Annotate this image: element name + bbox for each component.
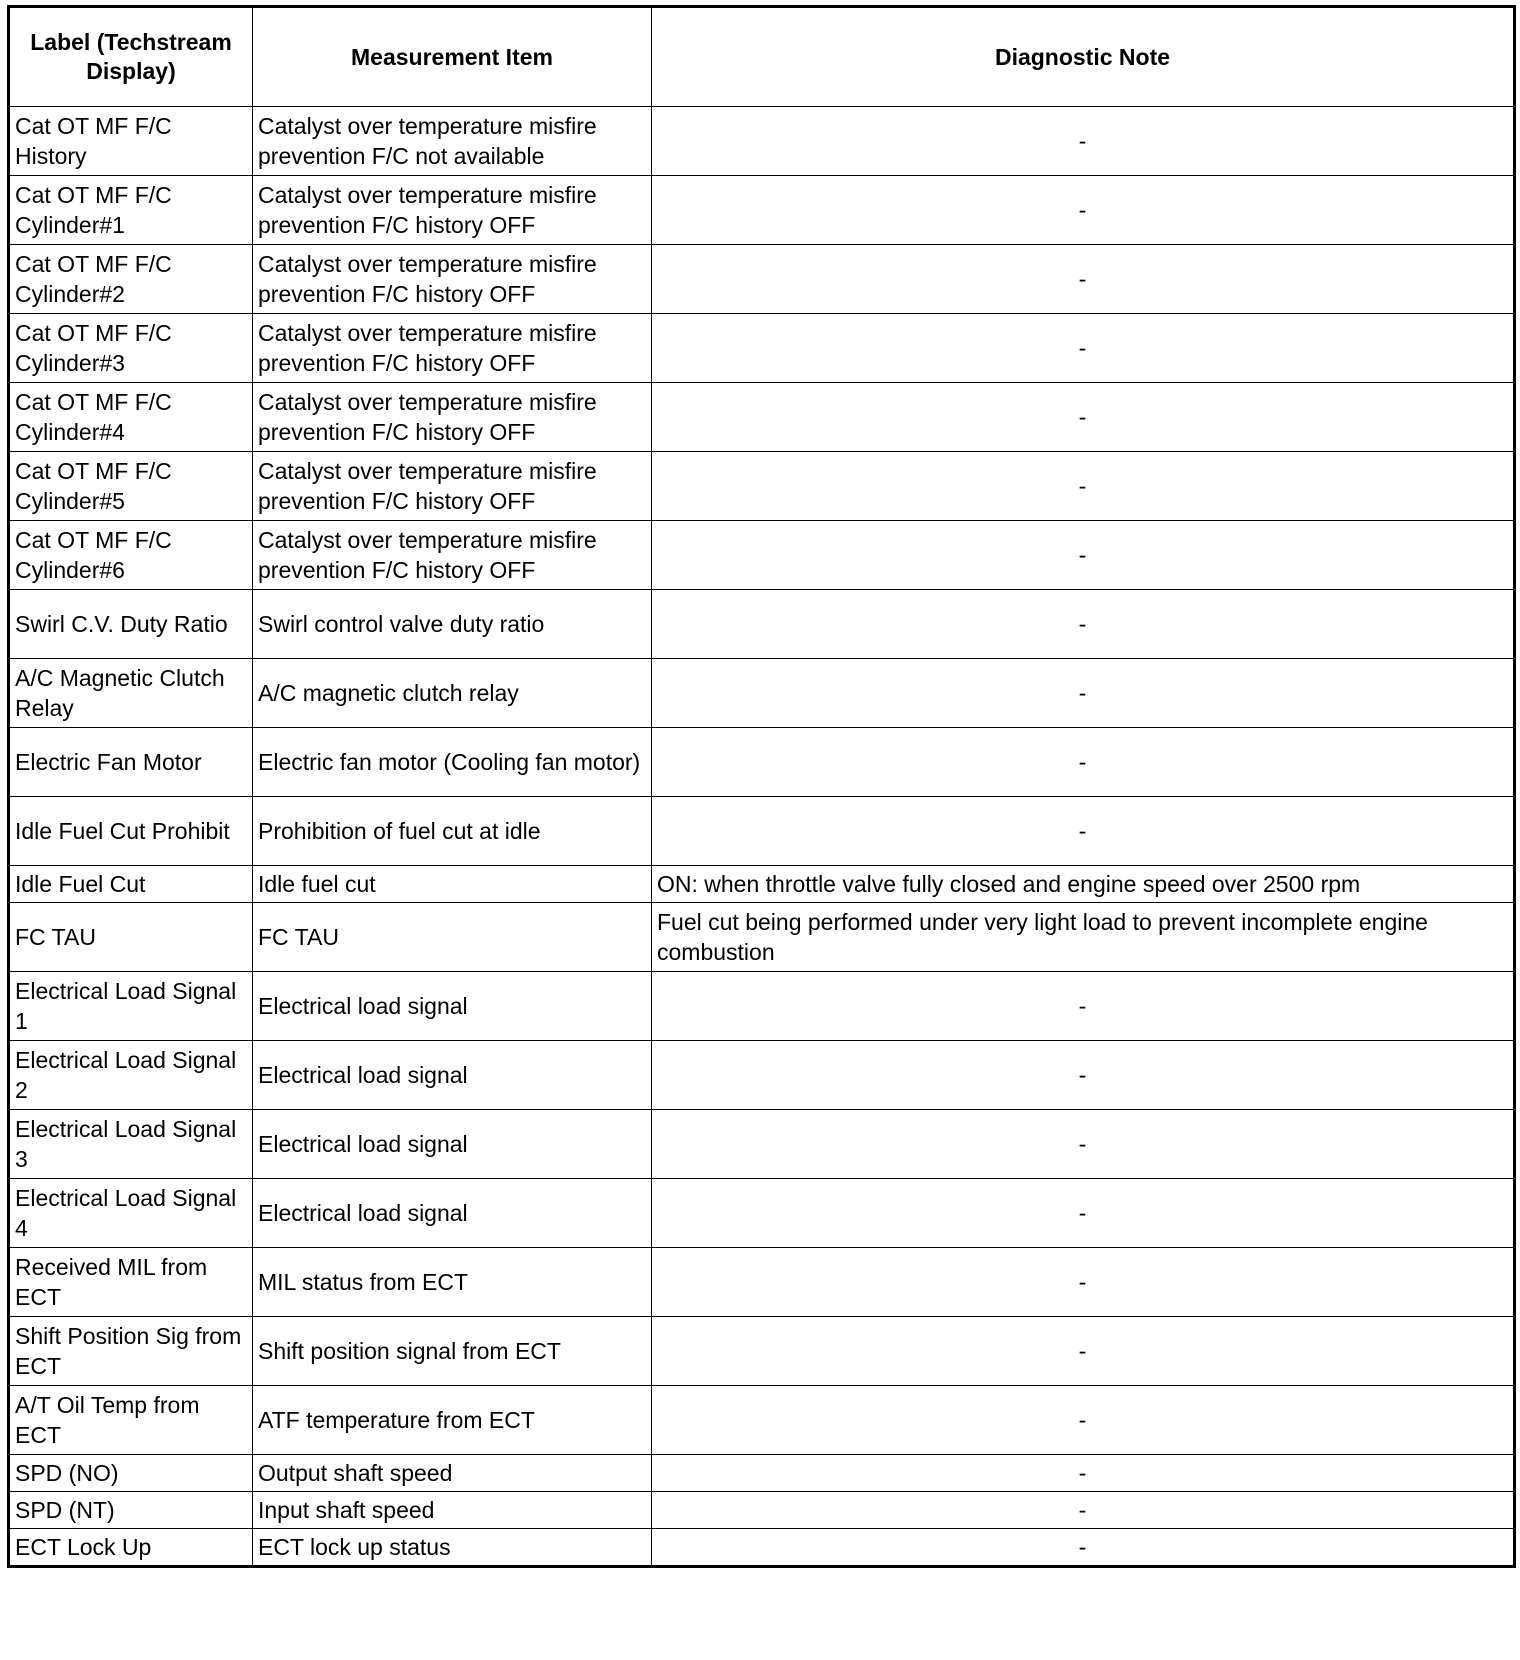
data-list-table-container bbox=[7, 5, 1513, 1568]
table-row bbox=[9, 903, 1515, 972]
table-row bbox=[9, 1492, 1515, 1529]
cell-diagnostic-note: - bbox=[652, 728, 1515, 797]
table-row bbox=[9, 1317, 1515, 1386]
table-row bbox=[9, 797, 1515, 866]
cell-diagnostic-note: - bbox=[652, 314, 1515, 383]
cell-label: Cat OT MF F/C Cylinder#3 bbox=[9, 314, 253, 383]
cell-measurement-item: ECT lock up status bbox=[253, 1529, 652, 1567]
table-row bbox=[9, 383, 1515, 452]
cell-diagnostic-note: - bbox=[652, 972, 1515, 1041]
cell-label: Received MIL from ECT bbox=[9, 1248, 253, 1317]
data-list-table bbox=[7, 5, 1516, 1568]
cell-diagnostic-note: - bbox=[652, 452, 1515, 521]
cell-label: Electric Fan Motor bbox=[9, 728, 253, 797]
header-label: Label (Techstream Display) bbox=[9, 7, 253, 107]
header-measurement-item: Measurement Item bbox=[253, 7, 652, 107]
cell-label: Electrical Load Signal 1 bbox=[9, 972, 253, 1041]
cell-measurement-item: Electrical load signal bbox=[253, 1041, 652, 1110]
cell-measurement-item: Shift position signal from ECT bbox=[253, 1317, 652, 1386]
table-row bbox=[9, 659, 1515, 728]
cell-label: SPD (NT) bbox=[9, 1492, 253, 1529]
cell-measurement-item: Swirl control valve duty ratio bbox=[253, 590, 652, 659]
header-diagnostic-note: Diagnostic Note bbox=[652, 7, 1515, 107]
cell-diagnostic-note: - bbox=[652, 1529, 1515, 1567]
table-row bbox=[9, 1529, 1515, 1567]
cell-label: ECT Lock Up bbox=[9, 1529, 253, 1567]
table-row bbox=[9, 866, 1515, 903]
table-row bbox=[9, 107, 1515, 176]
cell-diagnostic-note: - bbox=[652, 107, 1515, 176]
cell-label: FC TAU bbox=[9, 903, 253, 972]
cell-diagnostic-note: - bbox=[652, 1492, 1515, 1529]
cell-measurement-item: Electrical load signal bbox=[253, 1179, 652, 1248]
cell-measurement-item: Catalyst over temperature misfire prevention F/C history OFF bbox=[253, 314, 652, 383]
cell-measurement-item: Input shaft speed bbox=[253, 1492, 652, 1529]
table-row bbox=[9, 176, 1515, 245]
cell-label: A/C Magnetic Clutch Relay bbox=[9, 659, 253, 728]
table-row bbox=[9, 314, 1515, 383]
cell-label: Cat OT MF F/C Cylinder#4 bbox=[9, 383, 253, 452]
cell-measurement-item: Prohibition of fuel cut at idle bbox=[253, 797, 652, 866]
cell-label: Idle Fuel Cut bbox=[9, 866, 253, 903]
table-row bbox=[9, 1110, 1515, 1179]
table-row bbox=[9, 1386, 1515, 1455]
cell-measurement-item: Electrical load signal bbox=[253, 1110, 652, 1179]
cell-measurement-item: ATF temperature from ECT bbox=[253, 1386, 652, 1455]
table-row bbox=[9, 1179, 1515, 1248]
cell-label: Cat OT MF F/C Cylinder#6 bbox=[9, 521, 253, 590]
cell-measurement-item: MIL status from ECT bbox=[253, 1248, 652, 1317]
cell-measurement-item: Output shaft speed bbox=[253, 1455, 652, 1492]
cell-label: Idle Fuel Cut Prohibit bbox=[9, 797, 253, 866]
cell-measurement-item: FC TAU bbox=[253, 903, 652, 972]
cell-measurement-item: Catalyst over temperature misfire prevention F/C history OFF bbox=[253, 383, 652, 452]
cell-diagnostic-note: - bbox=[652, 659, 1515, 728]
table-row bbox=[9, 972, 1515, 1041]
cell-diagnostic-note: - bbox=[652, 1110, 1515, 1179]
cell-measurement-item: Catalyst over temperature misfire prevention F/C history OFF bbox=[253, 452, 652, 521]
cell-measurement-item: Catalyst over temperature misfire prevention F/C history OFF bbox=[253, 245, 652, 314]
cell-label: Cat OT MF F/C Cylinder#2 bbox=[9, 245, 253, 314]
cell-label: Cat OT MF F/C Cylinder#5 bbox=[9, 452, 253, 521]
cell-diagnostic-note: - bbox=[652, 245, 1515, 314]
cell-diagnostic-note: - bbox=[652, 521, 1515, 590]
cell-diagnostic-note: - bbox=[652, 1179, 1515, 1248]
cell-label: Electrical Load Signal 2 bbox=[9, 1041, 253, 1110]
cell-label: Shift Position Sig from ECT bbox=[9, 1317, 253, 1386]
cell-label: Cat OT MF F/C History bbox=[9, 107, 253, 176]
cell-measurement-item: Electrical load signal bbox=[253, 972, 652, 1041]
table-row bbox=[9, 590, 1515, 659]
cell-diagnostic-note: - bbox=[652, 383, 1515, 452]
cell-label: Electrical Load Signal 4 bbox=[9, 1179, 253, 1248]
cell-diagnostic-note: - bbox=[652, 1317, 1515, 1386]
cell-label: Swirl C.V. Duty Ratio bbox=[9, 590, 253, 659]
table-header-row bbox=[9, 7, 1515, 107]
cell-label: Electrical Load Signal 3 bbox=[9, 1110, 253, 1179]
cell-diagnostic-note: - bbox=[652, 1248, 1515, 1317]
cell-measurement-item: Catalyst over temperature misfire prevention F/C history OFF bbox=[253, 521, 652, 590]
table-row bbox=[9, 1248, 1515, 1317]
cell-measurement-item: A/C magnetic clutch relay bbox=[253, 659, 652, 728]
table-row bbox=[9, 245, 1515, 314]
cell-diagnostic-note: ON: when throttle valve fully closed and engine speed over 2500 rpm bbox=[652, 866, 1515, 903]
cell-diagnostic-note: - bbox=[652, 1455, 1515, 1492]
cell-measurement-item: Catalyst over temperature misfire prevention F/C history OFF bbox=[253, 176, 652, 245]
cell-diagnostic-note: - bbox=[652, 1386, 1515, 1455]
cell-diagnostic-note: - bbox=[652, 1041, 1515, 1110]
cell-diagnostic-note: Fuel cut being performed under very light load to prevent incomplete engine combustion bbox=[652, 903, 1515, 972]
cell-label: Cat OT MF F/C Cylinder#1 bbox=[9, 176, 253, 245]
cell-label: SPD (NO) bbox=[9, 1455, 253, 1492]
cell-diagnostic-note: - bbox=[652, 797, 1515, 866]
table-row bbox=[9, 1041, 1515, 1110]
cell-measurement-item: Idle fuel cut bbox=[253, 866, 652, 903]
cell-label: A/T Oil Temp from ECT bbox=[9, 1386, 253, 1455]
cell-diagnostic-note: - bbox=[652, 590, 1515, 659]
table-row bbox=[9, 452, 1515, 521]
cell-measurement-item: Electric fan motor (Cooling fan motor) bbox=[253, 728, 652, 797]
cell-measurement-item: Catalyst over temperature misfire prevention F/C not available bbox=[253, 107, 652, 176]
table-row bbox=[9, 521, 1515, 590]
table-row bbox=[9, 728, 1515, 797]
cell-diagnostic-note: - bbox=[652, 176, 1515, 245]
table-row bbox=[9, 1455, 1515, 1492]
